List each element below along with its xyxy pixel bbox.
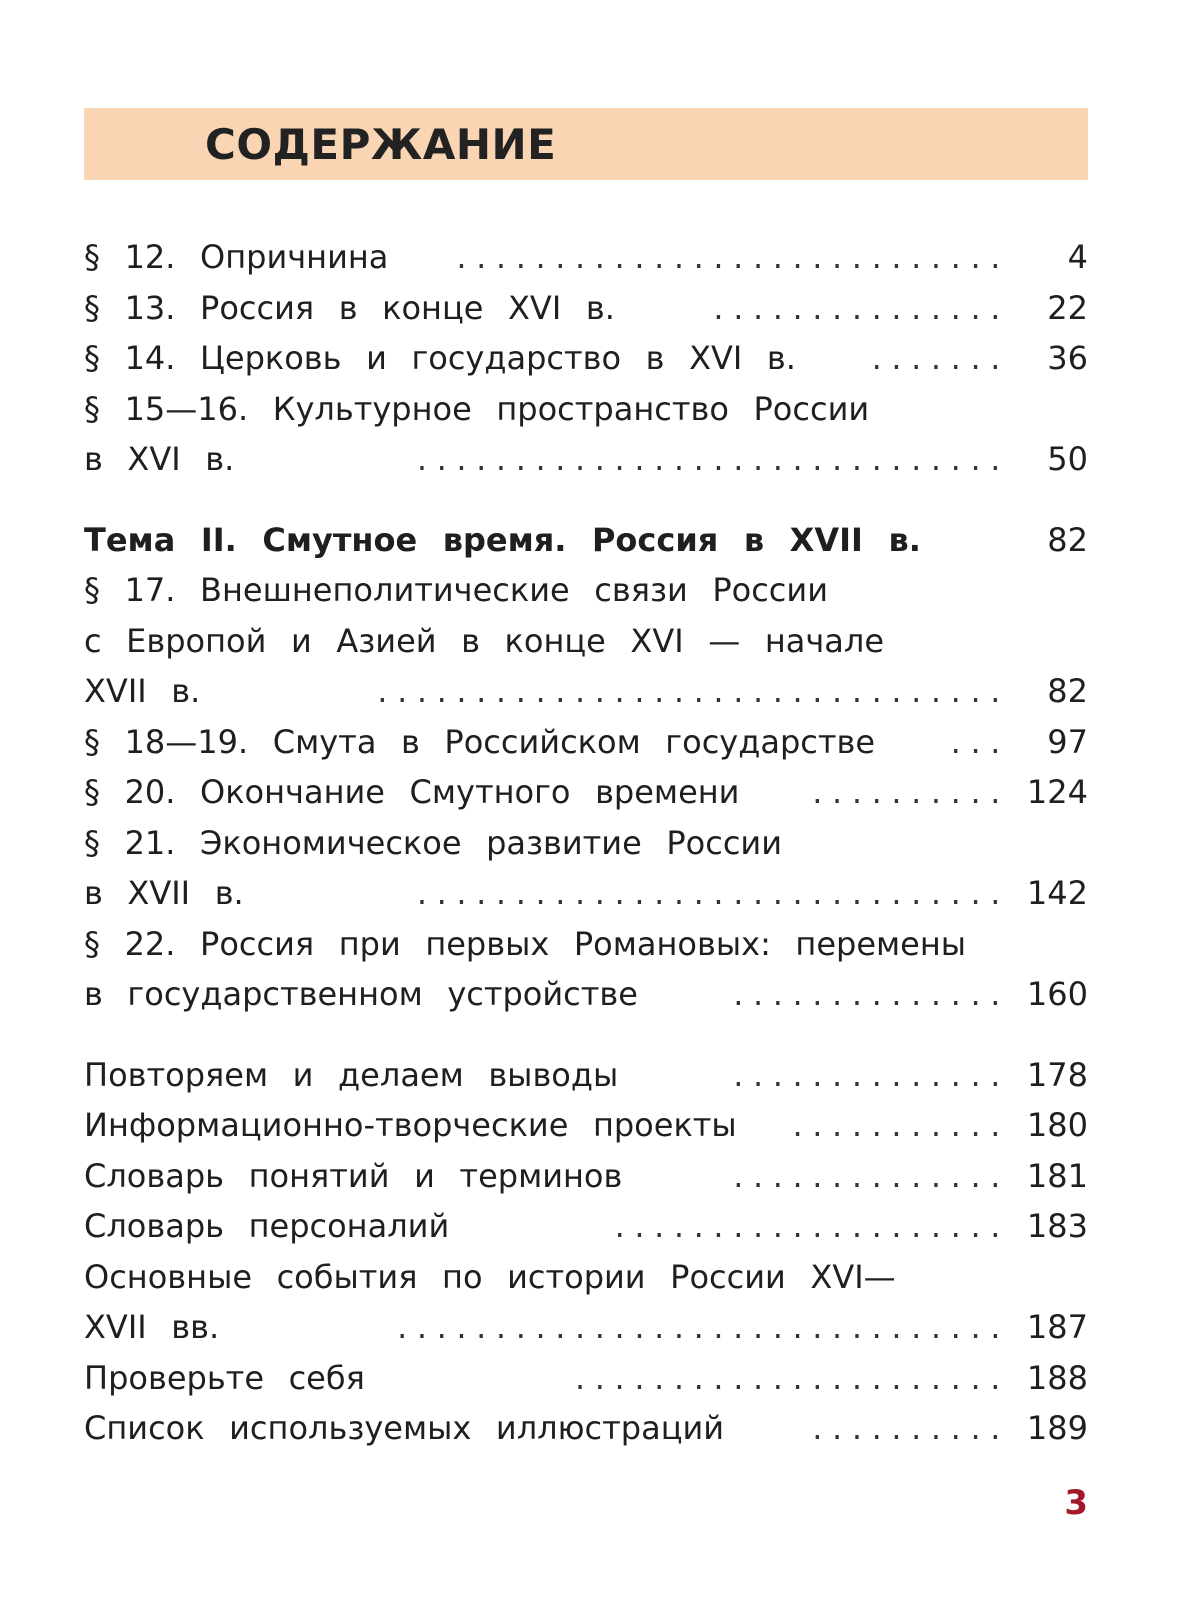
toc-entry-page: 189 <box>1026 1409 1088 1447</box>
toc-entry-title: § 12. Опричнина <box>84 238 389 276</box>
toc-entry <box>84 666 1088 717</box>
toc-entry-title: § 17. Внешнеполитические связи России <box>84 571 828 609</box>
toc-leader-dots: .......... <box>812 1409 1010 1447</box>
toc-entry-page: 178 <box>1026 1055 1088 1094</box>
toc-leader-dots: .................... <box>614 1207 1010 1245</box>
toc-entry-page: 22 <box>1047 288 1088 327</box>
page-number: 3 <box>1064 1483 1088 1523</box>
toc-entry-page: 188 <box>1026 1358 1088 1397</box>
toc-entry-page: 142 <box>1026 874 1088 912</box>
toc-entry-title: Тема II. Смутное время. Россия в XVII в. <box>84 520 921 559</box>
toc-entry-title: с Европой и Азией в конце XVI — начале <box>84 621 885 660</box>
toc-entry-page: 187 <box>1026 1308 1088 1346</box>
toc-leader-dots: ....... <box>871 339 1010 377</box>
toc-entry <box>84 767 1088 818</box>
toc-leader-dots: ............................ <box>456 238 1010 276</box>
toc-entry-title: Проверьте себя <box>84 1358 365 1397</box>
theme-heading <box>84 515 1088 566</box>
toc-entry <box>84 232 1088 283</box>
toc-leader-dots: ...................... <box>575 1358 1010 1397</box>
toc-entry-title: Словарь понятий и терминов <box>84 1156 623 1195</box>
toc-entry <box>84 283 1088 334</box>
toc-entry-title: § 22. Россия при первых Романовых: перемены <box>84 924 967 963</box>
toc-entry-page: 180 <box>1026 1106 1088 1144</box>
toc-leader-dots: ............................... <box>397 1308 1010 1346</box>
toc-entry-title: в XVI в. <box>84 440 235 478</box>
toc-entry-title: XVII вв. <box>84 1308 220 1346</box>
toc-entry-title: § 21. Экономическое развитие России <box>84 823 783 862</box>
spacer <box>84 485 1088 515</box>
table-of-contents <box>84 232 1088 1454</box>
toc-entry-page: 4 <box>1067 238 1088 276</box>
toc-leader-dots: ... <box>950 722 1010 761</box>
toc-entry-title: Список используемых иллюстраций <box>84 1409 725 1447</box>
toc-entry-page: 97 <box>1047 722 1088 761</box>
toc-entry <box>84 333 1088 384</box>
toc-entry <box>84 1302 1088 1353</box>
toc-leader-dots: .............................. <box>416 874 1010 912</box>
toc-entry <box>84 384 1088 435</box>
toc-entry-title: Словарь персоналий <box>84 1207 450 1245</box>
toc-entry <box>84 616 1088 667</box>
toc-entry-title: в XVII в. <box>84 874 244 912</box>
toc-entry <box>84 1403 1088 1454</box>
toc-entry-page: 50 <box>1047 440 1088 478</box>
toc-entry <box>84 1100 1088 1151</box>
toc-entry-page: 36 <box>1047 339 1088 377</box>
spacer <box>84 1020 1088 1050</box>
toc-entry <box>84 1353 1088 1404</box>
toc-entry-title: § 14. Церковь и государство в XVI в. <box>84 339 796 377</box>
toc-entry-page: 82 <box>1047 520 1088 559</box>
toc-entry-title: XVII в. <box>84 672 201 710</box>
toc-leader-dots: .............................. <box>416 440 1010 478</box>
toc-entry <box>84 1252 1088 1303</box>
toc-entry-title: в государственном устройстве <box>84 975 638 1013</box>
toc-leader-dots: .............. <box>733 975 1010 1013</box>
toc-entry-page: 82 <box>1047 672 1088 710</box>
toc-entry-page: 181 <box>1026 1156 1088 1195</box>
toc-entry-page: 183 <box>1026 1207 1088 1245</box>
toc-entry-title: Повторяем и делаем выводы <box>84 1055 619 1094</box>
toc-entry-title: Информационно-творческие проекты <box>84 1106 737 1144</box>
toc-entry-page: 124 <box>1026 773 1088 811</box>
toc-leader-dots: .............. <box>733 1055 1010 1094</box>
toc-entry <box>84 818 1088 869</box>
toc-entry <box>84 434 1088 485</box>
toc-entry-title: § 18—19. Смута в Российском государстве <box>84 722 876 761</box>
toc-entry <box>84 1201 1088 1252</box>
toc-entry <box>84 1151 1088 1202</box>
toc-leader-dots: ................................ <box>377 672 1010 710</box>
toc-entry-title: § 20. Окончание Смутного времени <box>84 773 740 811</box>
toc-entry <box>84 565 1088 616</box>
toc-entry-title: § 13. Россия в конце XVI в. <box>84 288 615 327</box>
toc-entry-title: § 15—16. Культурное пространство России <box>84 389 870 428</box>
toc-entry <box>84 919 1088 970</box>
toc-leader-dots: .............. <box>733 1156 1010 1195</box>
toc-entry-page: 160 <box>1026 975 1088 1013</box>
page-title: СОДЕРЖАНИЕ <box>205 120 557 169</box>
toc-leader-dots: .......... <box>812 773 1010 811</box>
toc-leader-dots: ............... <box>713 288 1010 327</box>
toc-entry-title: Основные события по истории России XVI— <box>84 1257 896 1296</box>
toc-entry <box>84 969 1088 1020</box>
toc-leader-dots: ........... <box>792 1106 1010 1144</box>
toc-entry <box>84 717 1088 768</box>
toc-entry <box>84 1050 1088 1101</box>
toc-entry <box>84 868 1088 919</box>
